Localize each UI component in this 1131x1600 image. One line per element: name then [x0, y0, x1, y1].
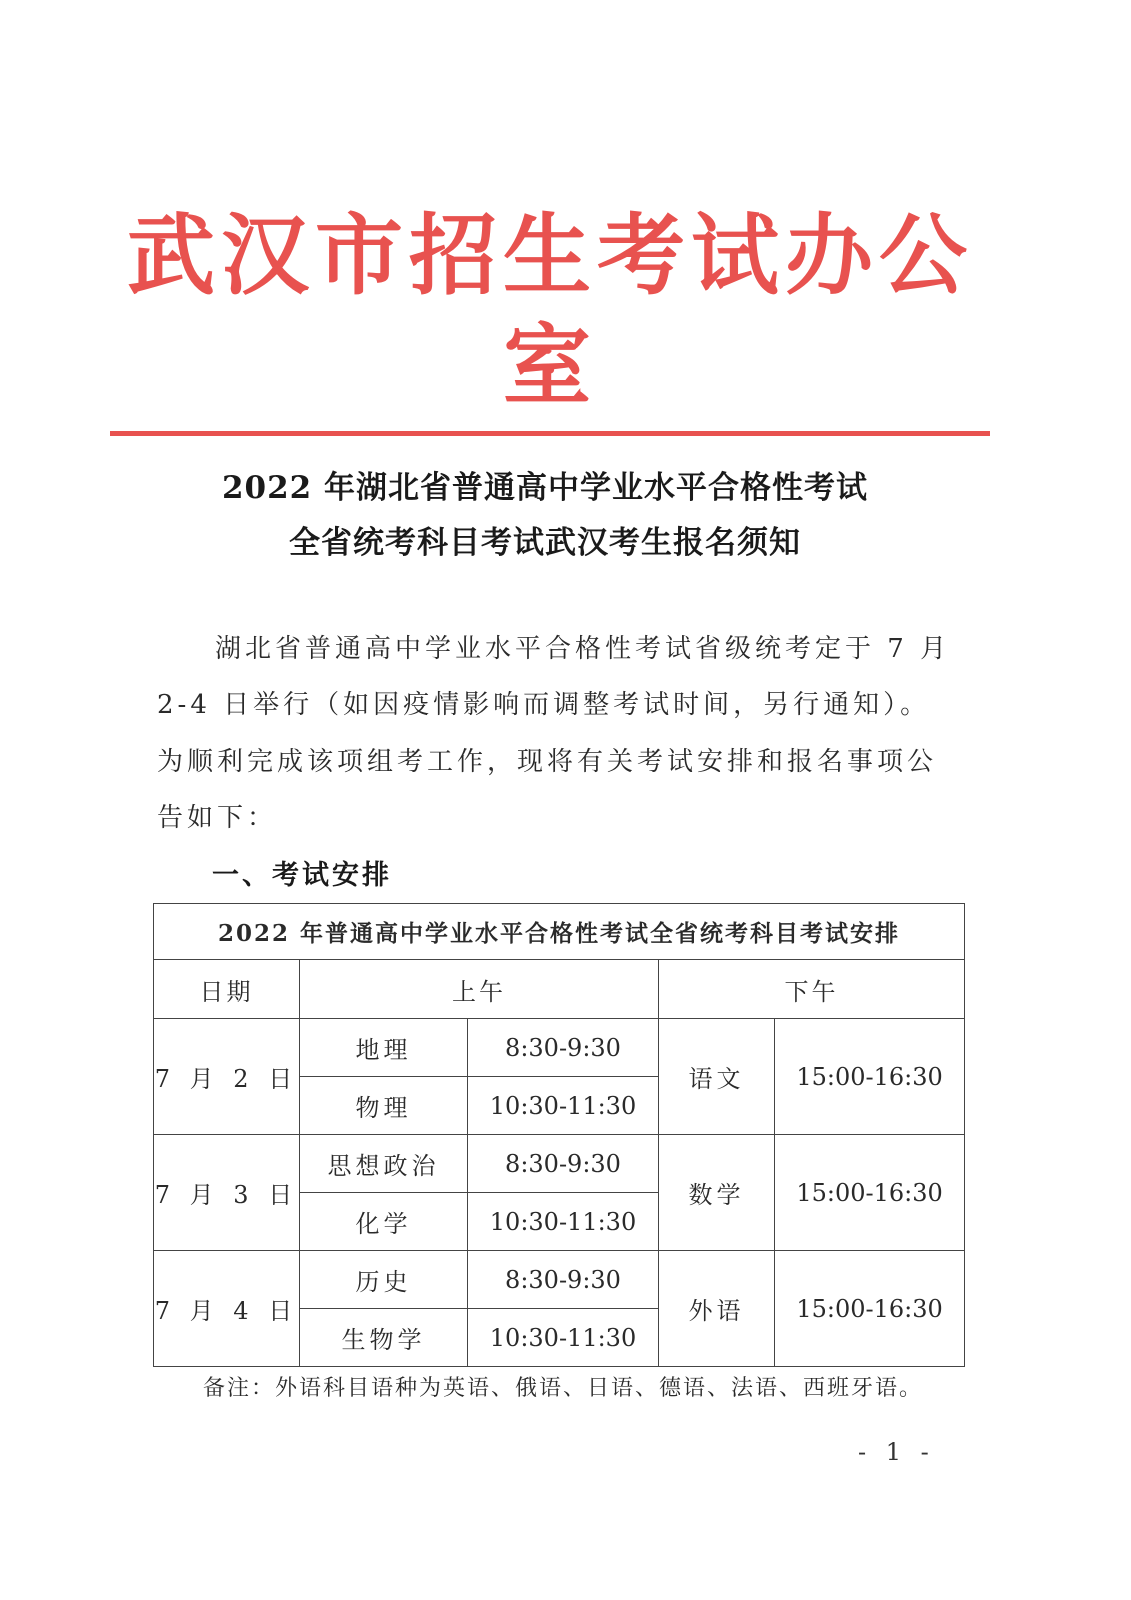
morning-time: 8:30-9:30	[468, 1251, 659, 1309]
issuer-masthead: 武汉市招生考试办公室	[126, 203, 973, 417]
morning-subject: 化学	[300, 1193, 468, 1251]
date-cell: 7 月 2 日	[154, 1019, 300, 1135]
date-cell: 7 月 4 日	[154, 1251, 300, 1367]
afternoon-time: 15:00-16:30	[775, 1135, 965, 1251]
afternoon-subject: 数学	[659, 1135, 775, 1251]
morning-time: 10:30-11:30	[468, 1309, 659, 1367]
morning-time: 10:30-11:30	[468, 1077, 659, 1135]
morning-subject: 生物学	[300, 1309, 468, 1367]
intro-line-1: 湖北省普通高中学业水平合格性考试省级统考定于 7 月	[215, 634, 951, 664]
intro-line-4: 告如下：	[157, 803, 278, 833]
morning-subject: 地理	[300, 1019, 468, 1077]
exam-schedule-table	[153, 903, 965, 1367]
morning-time: 8:30-9:30	[468, 1135, 659, 1193]
page-number: - 1 -	[858, 1438, 935, 1466]
afternoon-subject: 外语	[659, 1251, 775, 1367]
date-cell: 7 月 3 日	[154, 1135, 300, 1251]
morning-subject: 思想政治	[300, 1135, 468, 1193]
table-remark: 备注：外语科目语种为英语、俄语、日语、德语、法语、西班牙语。	[203, 1376, 924, 1401]
document-title-line-1: 2022 年湖北省普通高中学业水平合格性考试	[221, 470, 869, 506]
header-morning: 上午	[300, 960, 659, 1019]
intro-line-2: 2-4 日举行（如因疫情影响而调整考试时间，另行通知）。	[157, 690, 931, 720]
intro-line-3: 为顺利完成该项组考工作，现将有关考试安排和报名事项公	[157, 747, 938, 777]
afternoon-time: 15:00-16:30	[775, 1251, 965, 1367]
morning-time: 10:30-11:30	[468, 1193, 659, 1251]
header-afternoon: 下午	[659, 960, 965, 1019]
afternoon-time: 15:00-16:30	[775, 1019, 965, 1135]
section-heading-exam-arrangement: 一、考试安排	[212, 860, 392, 891]
document-title-line-2: 全省统考科目考试武汉考生报名须知	[289, 525, 801, 561]
morning-time: 8:30-9:30	[468, 1019, 659, 1077]
red-header-rule	[110, 431, 990, 436]
afternoon-subject: 语文	[659, 1019, 775, 1135]
header-date: 日期	[154, 960, 300, 1019]
morning-subject: 历史	[300, 1251, 468, 1309]
morning-subject: 物理	[300, 1077, 468, 1135]
schedule-table-caption: 2022 年普通高中学业水平合格性考试全省统考科目考试安排	[154, 904, 965, 960]
